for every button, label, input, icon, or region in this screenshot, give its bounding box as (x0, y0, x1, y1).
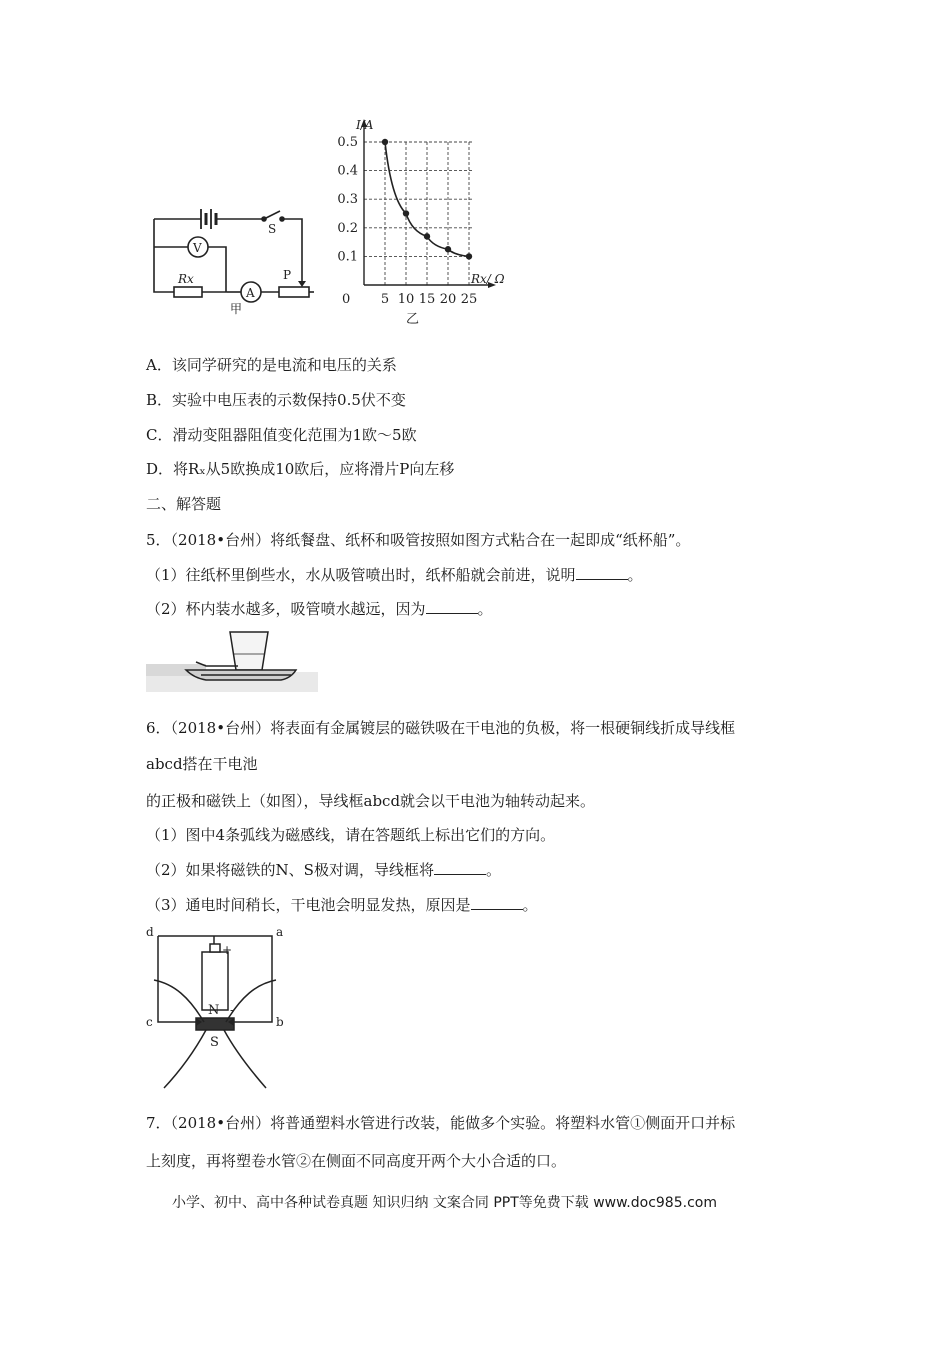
frame-label-c: c (146, 1015, 153, 1029)
y-tick-label: 0.2 (337, 220, 358, 236)
x-axis-label: Rx/ Ω (471, 272, 505, 286)
q6-stem-line3: 的正极和磁铁上（如图），导线框abcd就会以干电池为轴转动起来。 (146, 792, 596, 810)
q4-option-a: A．该同学研究的是电流和电压的关系 (146, 356, 397, 374)
frame-label-d: d (146, 925, 154, 939)
q6-part3-blank (471, 895, 523, 910)
q5-part1-blank (576, 565, 628, 580)
circuit-caption: 甲 (230, 302, 243, 316)
q4-option-c: C．滑动变阻器阻值变化范围为1欧～5欧 (146, 426, 417, 444)
chart-caption: 乙 (406, 312, 420, 325)
origin-label: 0 (342, 292, 351, 307)
magnet-n-label: N (208, 1003, 220, 1018)
q5-stem: 5．（2018•台州）将纸餐盘、纸杯和吸管按照如图方式粘合在一起即成“纸杯船”。 (146, 531, 691, 549)
y-tick-label: 0.5 (337, 135, 358, 150)
slider-label: P (283, 268, 292, 282)
q4-option-d: D．将Rₓ从5欧换成10欧后，应将滑片P向左移 (146, 460, 455, 478)
x-tick-label: 10 (397, 292, 415, 307)
x-tick-label: 25 (460, 292, 478, 307)
i-rx-chart (320, 115, 510, 325)
q5-part1 (146, 564, 643, 585)
y-tick-label: 0.4 (337, 163, 358, 179)
q6-part3-text: （3）通电时间稍长，干电池会明显发热，原因是 (146, 896, 471, 914)
data-point (445, 246, 451, 252)
frame-label-a: a (276, 925, 284, 939)
data-point (424, 233, 430, 239)
q6-part2 (146, 859, 501, 880)
q6-part3 (146, 894, 538, 915)
data-point (382, 139, 388, 145)
q6-part2-end: 。 (485, 861, 501, 879)
battery-minus-label: - (230, 1003, 235, 1017)
q6-stem-line2: abcd搭在干电池 (146, 755, 258, 773)
q5-part1-end: 。 (627, 566, 643, 584)
section-title: 二、解答题 (146, 495, 222, 513)
data-point (403, 210, 409, 216)
frame-label-b: b (276, 1015, 284, 1029)
q6-stem-line1: 6．（2018•台州）将表面有金属镀层的磁铁吸在干电池的负极，将一根硬铜线折成导线框 (146, 719, 736, 737)
q6-part2-blank (434, 860, 486, 875)
ammeter-label: A (246, 286, 255, 300)
q5-part2-end: 。 (477, 600, 493, 618)
resistor-label: Rx (178, 272, 194, 286)
q5-part1-text: （1）往纸杯里倒些水，水从吸管喷出时，纸杯船就会前进，说明 (146, 566, 576, 584)
paper-cup-boat-figure (146, 628, 321, 694)
footer: 小学、初中、高中各种试卷真题 知识归纳 文案合同 PPT等免费下载 www.doc985.com (172, 1195, 717, 1211)
x-tick-label: 20 (439, 292, 457, 307)
q7-line2: 上刻度，再将塑卷水管②在侧面不同高度开两个大小合适的口。 (146, 1152, 567, 1170)
q4-option-b: B．实验中电压表的示数保持0.5伏不变 (146, 391, 406, 409)
y-axis-label: I/A (356, 118, 374, 132)
q5-part2 (146, 598, 493, 619)
q5-part2-blank (426, 599, 478, 614)
x-tick-label: 5 (380, 292, 390, 307)
q7-line1: 7．（2018•台州）将普通塑料水管进行改装，能做多个实验。将塑料水管①侧面开口并标 (146, 1114, 736, 1132)
switch-label: S (268, 222, 277, 236)
y-tick-label: 0.3 (337, 192, 358, 208)
q6-part3-end: 。 (522, 896, 538, 914)
q6-part1: （1）图中4条弧线为磁感线，请在答题纸上标出它们的方向。 (146, 826, 556, 844)
battery-magnet-figure (144, 922, 289, 1092)
y-tick-label: 0.1 (337, 249, 358, 265)
magnet-s-label: S (210, 1035, 219, 1050)
battery-plus-label: + (222, 943, 233, 957)
q6-part2-text: （2）如果将磁铁的N、S极对调，导线框将 (146, 861, 434, 879)
data-point (466, 253, 472, 259)
voltmeter-label: V (193, 241, 202, 255)
x-tick-label: 15 (418, 292, 436, 307)
circuit-diagram (144, 195, 334, 320)
q5-part2-text: （2）杯内装水越多，吸管喷水越远，因为 (146, 600, 426, 618)
